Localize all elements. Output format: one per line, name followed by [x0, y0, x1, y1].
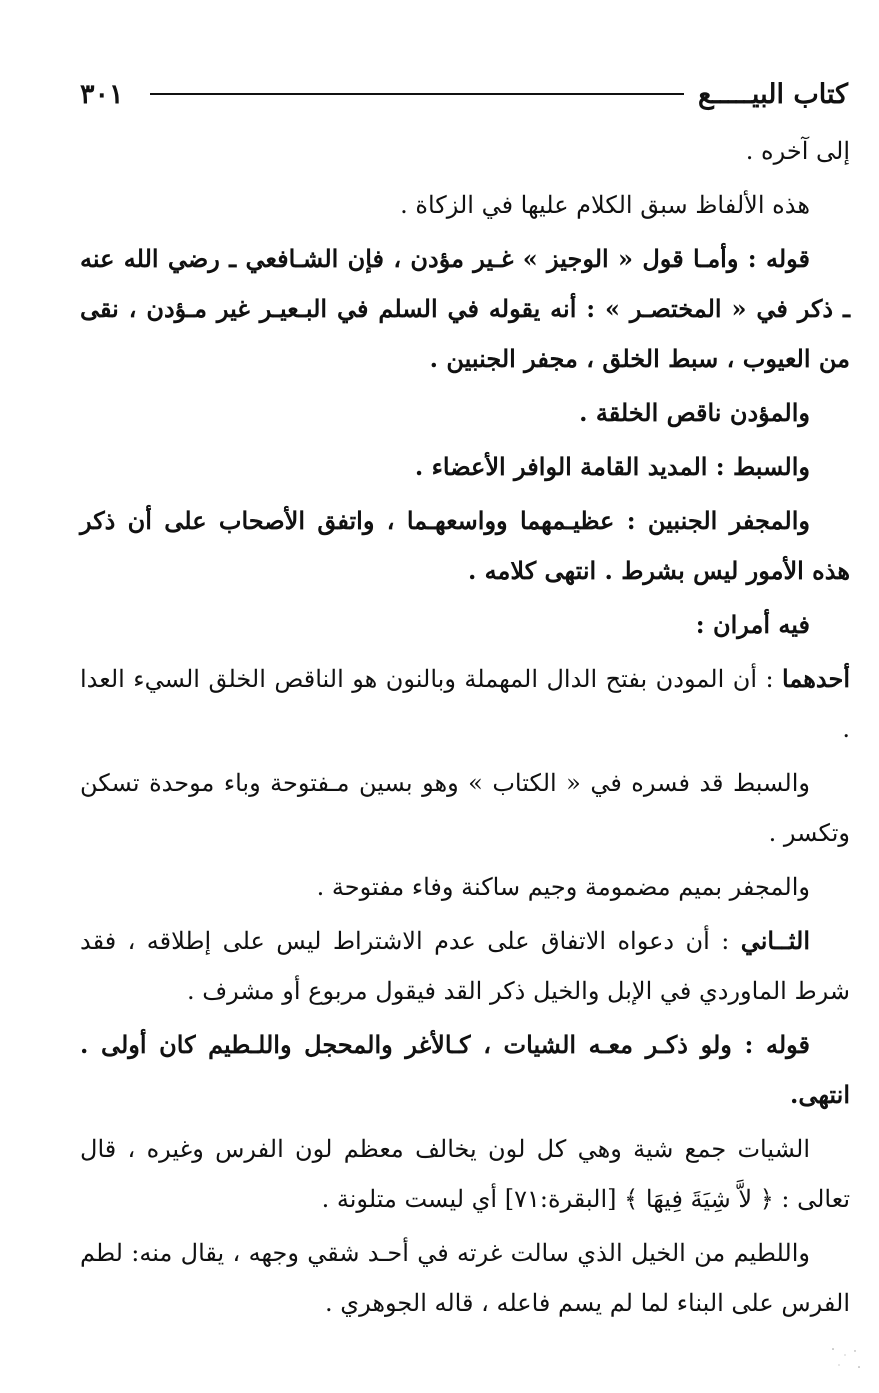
- header-rule: [150, 93, 684, 95]
- paragraph-text: الشيات جمع شية وهي كل لون يخالف معظم لون الفرس وغيره ، قال تعالى : ﴿ لاَّ شِيَةَ فِيهَا ﴾ [البقرة:٧١] أي ليست متلونة .: [80, 1135, 850, 1213]
- paragraph: [80, 388, 850, 438]
- paragraph-text: والسبط : المديد القامة الوافر الأعضاء .: [414, 452, 810, 481]
- paragraph-text: قوله : وأمـا قول « الوجيز » غـير مؤدن ، فإن الشـافعي ـ رضي الله عنه ـ ذكر في « المختصـر » : أنه يقوله في السلم في البـعيـر غير مـؤدن ، نقى من العيوب ، سبط الخلق ، مجفر الجنبين .: [80, 244, 850, 373]
- paragraph: [80, 862, 850, 912]
- page-header: [80, 72, 848, 116]
- paragraph: [80, 1228, 850, 1328]
- scan-speckle: [825, 1343, 865, 1373]
- paragraph-text: إلى آخره .: [745, 137, 850, 165]
- paragraph-text: والمجفر الجنبين : عظيـمهما وواسعهـما ، واتفق الأصحاب على أن ذكر هذه الأمور ليس بشرط . انتهى كلامه .: [80, 506, 850, 585]
- page-number: ٣٠١: [80, 78, 124, 110]
- paragraph: [80, 916, 850, 1016]
- paragraph: [80, 234, 850, 384]
- paragraph-lead: أحدهما: [782, 664, 850, 693]
- paragraph: [80, 1124, 850, 1224]
- paragraph-text: هذه الألفاظ سبق الكلام عليها في الزكاة .: [400, 191, 810, 219]
- paragraph: [80, 600, 850, 650]
- paragraph: [80, 442, 850, 492]
- body-text: [80, 126, 850, 1332]
- paragraph-text: والمؤدن ناقص الخلقة .: [579, 398, 810, 427]
- paragraph: [80, 180, 850, 230]
- paragraph-text: والمجفر بميم مضمومة وجيم ساكنة وفاء مفتوحة .: [316, 873, 810, 901]
- paragraph: [80, 1020, 850, 1120]
- paragraph-text: قوله : ولو ذكـر معـه الشيات ، كـالأغر والمحجل واللـطيم كان أولى . انتهى.: [80, 1030, 850, 1109]
- paragraph: [80, 758, 850, 858]
- paragraph-lead: الثــاني: [740, 926, 810, 955]
- chapter-title: كتاب البيـــــع: [698, 78, 848, 110]
- paragraph-text: واللطيم من الخيل الذي سالت غرته في أحـد شقي وجهه ، يقال منه: لطم الفرس على البناء لما لم يسم فاعله ، قاله الجوهري .: [80, 1239, 850, 1317]
- paragraph: [80, 654, 850, 754]
- paragraph: [80, 126, 850, 176]
- paragraph: [80, 496, 850, 596]
- paragraph-text: والسبط قد فسره في « الكتاب » وهو بسين مـفتوحة وباء موحدة تسكن وتكسر .: [80, 769, 850, 847]
- paragraph-text: : أن المودن بفتح الدال المهملة وبالنون هو الناقص الخلق السيء العدا .: [80, 665, 850, 743]
- paragraph-text: : أن دعواه الاتفاق على عدم الاشتراط ليس على إطلاقه ، فقد شرط الماوردي في الإبل والخيل ذكر القد فيقول مربوع أو مشرف .: [80, 927, 850, 1005]
- paragraph-text: فيه أمران :: [695, 610, 810, 639]
